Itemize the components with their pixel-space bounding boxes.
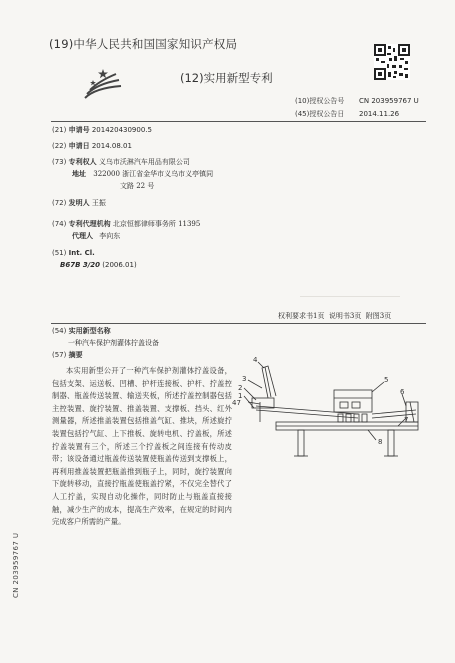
field-code: (74) — [52, 220, 67, 228]
field-label: 申请日 — [68, 142, 90, 150]
publication-number-label: (10)授权公告号 — [295, 97, 345, 105]
header-rule — [51, 121, 426, 122]
figure-label-7: 7 — [404, 416, 409, 424]
patentee-row — [52, 158, 190, 167]
intcl-class: B67B 3/20 — [60, 261, 101, 269]
field-label: 申请号 — [68, 126, 90, 134]
address-line-2: 文路 22 号 — [120, 182, 155, 190]
agent-row — [72, 232, 120, 241]
field-label: 专利代理机构 — [68, 220, 111, 228]
figure-label-47: 47 — [232, 399, 241, 407]
office-emblem-icon — [83, 66, 123, 100]
application-number: 201420430900.5 — [91, 126, 152, 134]
field-code: (73) — [52, 158, 67, 166]
figure-label-8: 8 — [378, 438, 383, 446]
field-code: (72) — [52, 199, 67, 207]
document-type: (12)实用新型专利 — [180, 71, 273, 85]
field-label: 代理人 — [72, 232, 93, 240]
figure-label-5: 5 — [384, 376, 389, 384]
side-publication-code: CN 203959767 U — [12, 532, 20, 598]
abstract-heading — [52, 351, 83, 360]
field-label: 发明人 — [68, 199, 90, 207]
field-label: 地址 — [72, 170, 86, 178]
qr-code-icon — [374, 44, 410, 80]
utility-model-title: 一种汽车保护剂灌体拧盖设备 — [68, 339, 159, 347]
figure-label-1: 1 — [238, 392, 243, 400]
application-date: 2014.08.01 — [91, 142, 132, 150]
agent: 李向东 — [99, 232, 121, 240]
field-code: (21) — [52, 126, 67, 134]
field-label: 专利权人 — [68, 158, 97, 166]
abstract-text: 本实用新型公开了一种汽车保护剂灌体拧盖设备，包括支架、运送板、凹槽、护杆连接板、护杆、拧盖控制器、瓶盖传送装置、输送夹板，所述拧盖控制器包括主控装置、旋拧装置、推盖装置、支撑板、挡头、红外测量器，所述推盖装置包括推盖气缸、推块，所述旋拧装置包括拧气缸、上下推板、旋转电机、拧盖板，所述拧盖装置有三个，所述三个拧盖板之间连接有传动皮带；该设备通过瓶盖传送装置使瓶盖传送到支撑板上，再利用推盖装置把瓶盖推到瓶子上，同时，旋拧装置向下旋转移动，直接拧瓶盖使瓶盖拧紧，不仅完全替代了人工拧盖，实现自动化操作，同时防止与瓶盖直接接触，减少生产的成本，提高生产效率，在规定的时间内完成客户所需的产量。 — [52, 366, 232, 527]
representative-drawing — [232, 356, 428, 468]
intcl-row — [52, 249, 95, 258]
application-number-row — [52, 126, 152, 135]
intcl-value-row — [60, 261, 137, 270]
bleed-through-mark — [300, 296, 400, 297]
inventor-row — [52, 199, 106, 208]
inventor: 王振 — [91, 199, 106, 207]
figure-label-4: 4 — [253, 356, 258, 364]
address-row — [72, 170, 213, 179]
field-code: (22) — [52, 142, 67, 150]
field-code: (54) — [52, 327, 67, 335]
figure-label-2: 2 — [238, 384, 243, 392]
figure-label-3: 3 — [242, 375, 247, 383]
agency-row — [52, 220, 200, 229]
title-heading — [52, 327, 111, 336]
field-label: 摘要 — [68, 351, 83, 359]
issuing-office: (19)中华人民共和国国家知识产权局 — [49, 37, 238, 51]
figure-label-6: 6 — [400, 388, 405, 396]
publication-date-label: (45)授权公告日 — [295, 110, 345, 118]
field-label: Int. Cl. — [68, 249, 95, 257]
field-code: (57) — [52, 351, 67, 359]
address-line-1: 322000 浙江省金华市义乌市义亭镇同 — [93, 170, 214, 178]
field-label: 实用新型名称 — [68, 327, 111, 335]
application-date-row — [52, 142, 132, 151]
agency: 北京恒都律师事务所 11395 — [112, 220, 201, 228]
field-code: (51) — [52, 249, 67, 257]
publication-date: 2014.11.26 — [359, 110, 400, 118]
section-rule — [51, 323, 426, 324]
intcl-edition: (2006.01) — [102, 261, 137, 269]
page-counts: 权利要求书1页 说明书3页 附图3页 — [278, 312, 392, 320]
patentee: 义乌市沃淋汽车用品有限公司 — [98, 158, 190, 166]
publication-number: CN 203959767 U — [359, 97, 419, 105]
